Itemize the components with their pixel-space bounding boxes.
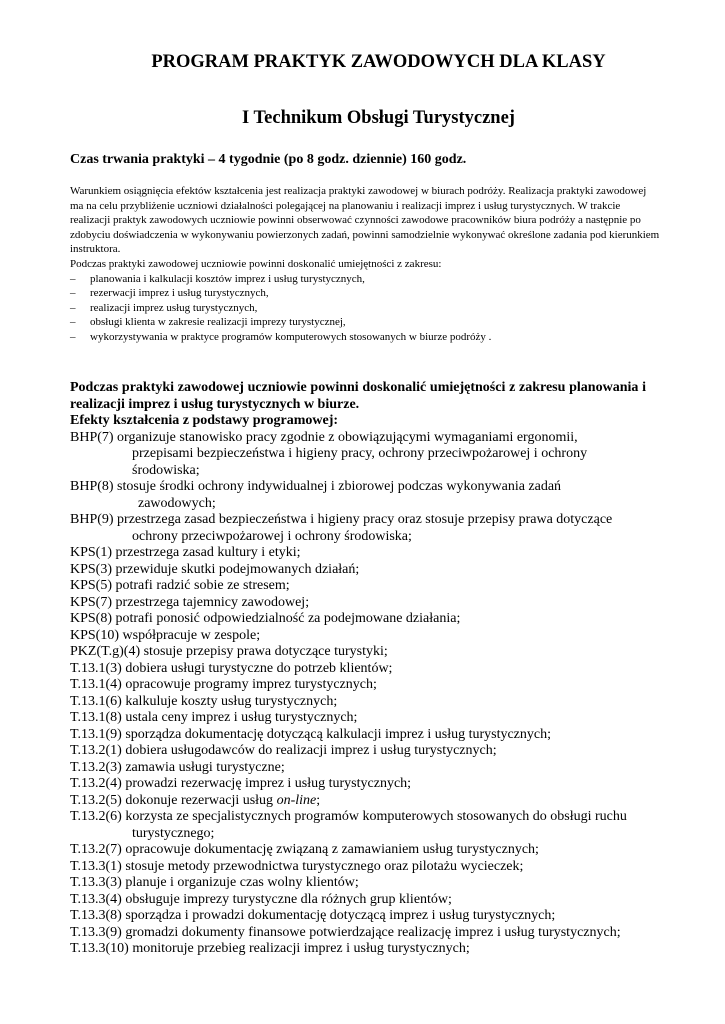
outcome-t1331: T.13.3(1) stosuje metody przewodnictwa turystycznego oraz pilotażu wycieczek; [70,858,524,874]
list-item: – rezerwacji imprez i usług turystycznych, [70,286,660,301]
effects-heading: Efekty kształcenia z podstawy programowej: [70,413,339,428]
outcome-t1325 [70,793,646,810]
outcome-line: BHP(9) przestrzega zasad bezpieczeństwa i higieny pracy oraz stosuje przepisy prawa dotyczące [70,512,613,527]
outcome-kps5: KPS(5) potrafi radzić sobie ze stresem; [70,578,290,593]
outcome-t1321: T.13.2(1) dobiera usługodawców do realizacji imprez i usług turystycznych; [70,743,497,758]
outcome-t1323: T.13.2(3) zamawia usługi turystyczne; [70,759,285,775]
outcome-line: BHP(8) stosuje środki ochrony indywidualnej i zbiorowej podczas wykonywania zadań [70,479,562,494]
outcome-kps3: KPS(3) przewiduje skutki podejmowanych działań; [70,561,360,577]
outcomes-list [70,430,646,958]
outcome-t1324: T.13.2(4) prowadzi rezerwację imprez i usług turystycznych; [70,776,412,791]
outcome-t1338: T.13.3(8) sporządza i prowadzi dokumentację dotyczącą imprez i usług turystycznych; [70,908,556,923]
outcome-t1326 [70,809,646,842]
outcome-t13310: T.13.3(10) monitoruje przebieg realizacji imprez i usług turystycznych; [70,941,470,956]
outcome-line: środowiska; [132,462,200,478]
section-lead: Podczas praktyki zawodowej uczniowie powinni doskonalić umiejętności z zakresu planowania i realizacji imprez i usług turystycznych w biurze. [70,380,646,412]
list-item: – planowania i kalkulacji kosztów imprez i usług turystycznych, [70,272,660,287]
outcome-t1327: T.13.2(7) opracowuje dokumentację związaną z zamawianiem usług turystycznych; [70,842,539,857]
document-title-line-1: PROGRAM PRAKTYK ZAWODOWYCH DLA KLASY [151,52,606,72]
outcome-t1313: T.13.1(3) dobiera usługi turystyczne do potrzeb klientów; [70,660,393,676]
outcome-kps7: KPS(7) przestrzega tajemnicy zawodowej; [70,594,310,610]
learning-outcomes-section [70,380,646,958]
list-item: – realizacji imprez usług turystycznych, [70,301,660,316]
outcome-t1334: T.13.3(4) obsługuje imprezy turystyczne dla różnych grup klientów; [70,891,452,907]
outcome-t1318: T.13.1(8) ustala ceny imprez i usług turystycznych; [70,710,358,725]
outcome-line: ochrony przeciwpożarowej i ochrony środowiska; [132,528,412,544]
intro-block [70,184,660,345]
document-title-line-2: I Technikum Obsługi Turystycznej [242,108,515,128]
outcome-pkz: PKZ(T.g)(4) stosuje przepisy prawa dotyczące turystyki; [70,644,388,659]
outcome-kps1: KPS(1) przestrzega zasad kultury i etyki; [70,545,301,560]
outcome-line: BHP(7) organizuje stanowisko pracy zgodnie z obowiązującymi wymaganiami ergonomii, [70,429,578,445]
intro-list-heading: Podczas praktyki zawodowej uczniowie powinni doskonalić umiejętności z zakresu: [70,257,442,270]
intro-paragraph: Warunkiem osiągnięcia efektów kształcenia jest realizacja praktyki zawodowej w biurach podróży. Realizacja praktyki zawodowej ma na celu przybliżenie uczniowi działalności polegającej na planowaniu i realizacji imprez i usług turystycznych. W trakcie realizacji praktyk zawodowych uczniowie powinni obserwować czynności zawodowe pracowników biura podróży a następnie po zdobyciu doświadczenia w wykonywaniu powierzonych zadań, powinni samodzielnie wykonywać określone zadania pod kierunkiem instruktora. [70,185,660,256]
outcome-t1339: T.13.3(9) gromadzi dokumenty finansowe potwierdzające realizację imprez i usług turystycznych; [70,924,621,940]
outcome-text: ; [316,792,321,808]
outcome-emphasis: on-line [276,792,317,808]
outcome-kps8: KPS(8) potrafi ponosić odpowiedzialność za podejmowane działania; [70,611,461,626]
outcome-text: T.13.2(5) dokonuje rezerwacji usług [70,792,277,808]
outcome-t1316: T.13.1(6) kalkuluje koszty usług turystycznych; [70,693,338,709]
outcome-t1333: T.13.3(3) planuje i organizuje czas wolny klientów; [70,875,359,890]
intro-skill-list [70,272,660,345]
list-item: – obsługi klienta w zakresie realizacji imprezy turystycznej, [70,315,660,330]
outcome-bhp8 [70,479,646,512]
outcome-t1314: T.13.1(4) opracowuje programy imprez turystycznych; [70,677,377,692]
outcome-kps10: KPS(10) współpracuje w zespole; [70,627,261,643]
duration-heading: Czas trwania praktyki – 4 tygodnie (po 8 godz. dziennie) 160 godz. [70,152,467,167]
outcome-line: zawodowych; [138,495,216,511]
outcome-t1319: T.13.1(9) sporządza dokumentację dotyczącą kalkulacji imprez i usług turystycznych; [70,726,552,742]
outcome-line: turystycznego; [132,825,215,841]
outcome-bhp7 [70,430,646,480]
outcome-bhp9 [70,512,646,545]
outcome-line: T.13.2(6) korzysta ze specjalistycznych programów komputerowych stosowanych do obsługi ruchu [70,809,627,824]
list-item: – wykorzystywania w praktyce programów komputerowych stosowanych w biurze podróży . [70,330,660,345]
outcome-line: przepisami bezpieczeństwa i higieny pracy, ochrony przeciwpożarowej i ochrony [132,446,588,461]
